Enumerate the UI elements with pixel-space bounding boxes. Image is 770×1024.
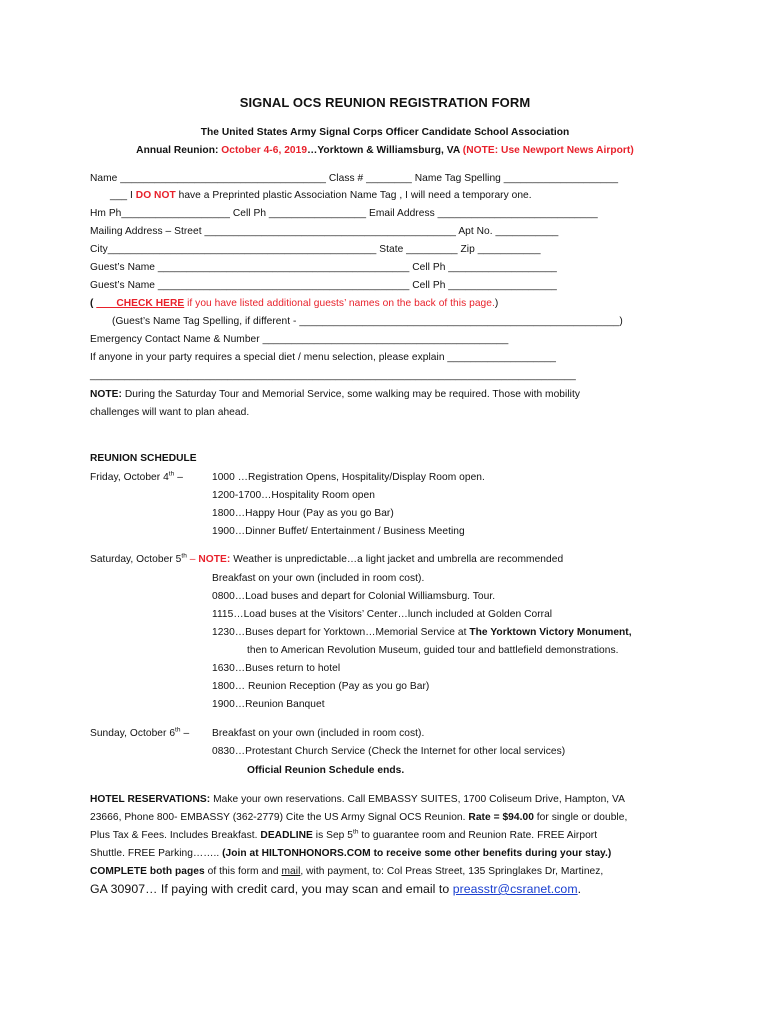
sunday-label-text: Sunday, October 6 [90, 728, 176, 739]
saturday-item: 1900…Reunion Banquet [212, 699, 325, 710]
saturday-label-dash: – [186, 554, 199, 565]
hotel-line-2-text: 23666, Phone 800- EMBASSY (362-2779) Cite the US Army Signal OCS Reunion. [90, 812, 469, 823]
sunday-item: Breakfast on your own (included in room cost). [212, 728, 425, 739]
reunion-line [0, 144, 770, 157]
emergency-contact-field-line[interactable]: Emergency Contact Name & Number ___________________________________________ [90, 334, 509, 345]
page-title: SIGNAL OCS REUNION REGISTRATION FORM [239, 95, 531, 110]
name-tag-text: have a Preprinted plastic Association Name Tag , I will need a temporary one. [175, 190, 532, 201]
special-diet-continuation-line[interactable]: _____________________________________________________________________________________ [90, 370, 576, 381]
additional-guests-check-line[interactable] [90, 297, 498, 310]
hotel-line-4-text: Shuttle. FREE Parking…….. [90, 848, 223, 859]
schedule-heading: REUNION SCHEDULE [90, 453, 197, 464]
association-name: The United States Army Signal Corps Officer Candidate School Association [200, 127, 570, 138]
paren-close: ) [494, 298, 499, 309]
friday-label [90, 471, 183, 484]
hotel-line-2 [90, 811, 627, 824]
room-rate-label: Rate = $94.00 [468, 812, 534, 823]
sunday-label-sup: th [175, 726, 181, 734]
saturday-1230-text: 1230…Buses depart for Yorktown…Memorial Service at [212, 627, 470, 638]
mailing-instructions-line-2 [90, 883, 581, 896]
deadline-sup: th [352, 828, 359, 836]
hotel-line-2-end: for single or double, [533, 812, 628, 823]
sunday-label [90, 727, 189, 740]
weather-note-label: NOTE: [198, 554, 231, 565]
saturday-item: 1630…Buses return to hotel [212, 663, 341, 674]
hotel-line-4 [90, 847, 611, 860]
saturday-item-1230-continued: then to American Revolution Museum, guided tour and battlefield demonstrations. [247, 645, 619, 656]
check-here-label[interactable]: ___ CHECK HERE [96, 298, 185, 309]
saturday-item: Breakfast on your own (included in room cost). [212, 573, 425, 584]
saturday-item: 0800…Load buses and depart for Colonial Williamsburg. Tour. [212, 591, 496, 602]
reunion-dates: October 4-6, 2019 [221, 145, 308, 156]
hotel-line-1-text: Make your own reservations. Call EMBASSY SUITES, 1700 Coliseum Drive, Hampton, VA [210, 794, 625, 805]
guest-name-field-line-2[interactable]: Guest’s Name ____________________________________________ Cell Ph ___________________ [90, 280, 557, 291]
sunday-label-dash: – [180, 728, 190, 739]
phone-email-field-line[interactable]: Hm Ph___________________ Cell Ph _________________ Email Address ____________________________ [90, 208, 598, 219]
hotel-line-1 [90, 793, 625, 806]
walking-note-text: During the Saturday Tour and Memorial Service, some walking may be required. Those with mobility [121, 389, 580, 400]
reunion-location: …Yorktown & Williamsburg, VA [307, 145, 463, 156]
email-instructions-text: GA 30907… If paying with credit card, you may scan and email to [90, 882, 453, 896]
saturday-item-1230 [212, 626, 632, 639]
saturday-label-line [90, 553, 563, 566]
walking-note-label: NOTE: [90, 389, 122, 400]
do-not-label: DO NOT [135, 190, 176, 201]
name-tag-blank: ___ I [110, 190, 136, 201]
check-here-text: if you have listed additional guests’ names on the back of this page. [184, 298, 495, 309]
mailing-text: of this form and [204, 866, 282, 877]
complete-both-pages-label: COMPLETE both pages [90, 866, 205, 877]
paren-open: ( [90, 298, 97, 309]
deadline-date: is Sep 5 [312, 830, 353, 841]
guest-tag-spelling-field-line[interactable]: (Guest’s Name Tag Spelling, if different - ________________________________________________________) [112, 316, 623, 327]
hotel-line-3 [90, 829, 597, 842]
schedule-ends-label: Official Reunion Schedule ends. [247, 765, 405, 776]
reunion-airport-note: (NOTE: Use Newport News Airport) [462, 145, 634, 156]
friday-label-text: Friday, October 4 [90, 472, 169, 483]
mailing-address-text: , with payment, to: Col Preas Street, 135 Springlakes Dr, Martinez, [300, 866, 604, 877]
saturday-label-text: Saturday, October 5 [90, 554, 182, 565]
city-state-zip-field-line[interactable]: City_______________________________________________ State _________ Zip ___________ [90, 244, 541, 255]
saturday-label-sup: th [181, 552, 187, 560]
name-field-line[interactable]: Name ____________________________________ Class # ________ Name Tag Spelling ____________________ [90, 173, 619, 184]
email-link[interactable]: preasstr@csranet.com [452, 882, 578, 896]
name-tag-checkbox-line[interactable] [110, 189, 532, 202]
weather-note-text: Weather is unpredictable…a light jacket and umbrella are recommended [230, 554, 564, 565]
mail-word: mail [281, 866, 301, 877]
hotel-line-3-end: to guarantee room and Reunion Rate. FREE Airport [358, 830, 598, 841]
special-diet-field-line[interactable]: If anyone in your party requires a special diet / menu selection, please explain ___________________ [90, 352, 557, 363]
hotel-reservations-label: HOTEL RESERVATIONS: [90, 794, 211, 805]
walking-note-line-2: challenges will want to plan ahead. [90, 407, 250, 418]
friday-item: 1900…Dinner Buffet/ Entertainment / Business Meeting [212, 526, 465, 537]
saturday-item: 1800… Reunion Reception (Pay as you go Bar) [212, 681, 430, 692]
saturday-item: 1115…Load buses at the Visitors’ Center…lunch included at Golden Corral [212, 609, 553, 620]
reunion-prefix: Annual Reunion: [136, 145, 222, 156]
friday-item: 1000 …Registration Opens, Hospitality/Display Room open. [212, 472, 485, 483]
sunday-item: 0830…Protestant Church Service (Check the Internet for other local services) [212, 746, 566, 757]
hotel-line-3-text: Plus Tax & Fees. Includes Breakfast. [90, 830, 261, 841]
friday-item: 1800…Happy Hour (Pay as you go Bar) [212, 508, 394, 519]
guest-name-field-line-1[interactable]: Guest’s Name ____________________________________________ Cell Ph ___________________ [90, 262, 557, 273]
friday-label-sup: th [168, 470, 175, 478]
email-line-end: . [577, 882, 582, 896]
hilton-honors-note: (Join at HILTONHONORS.COM to receive some other benefits during your stay.) [222, 848, 612, 859]
victory-monument-label: The Yorktown Victory Monument, [469, 627, 632, 638]
deadline-label: DEADLINE [260, 830, 313, 841]
friday-label-dash: – [174, 472, 183, 483]
walking-note-line-1 [90, 388, 580, 401]
mailing-address-field-line[interactable]: Mailing Address – Street ____________________________________________ Apt No. ___________ [90, 226, 559, 237]
mailing-instructions-line-1 [90, 865, 603, 878]
friday-item: 1200-1700…Hospitality Room open [212, 490, 375, 501]
